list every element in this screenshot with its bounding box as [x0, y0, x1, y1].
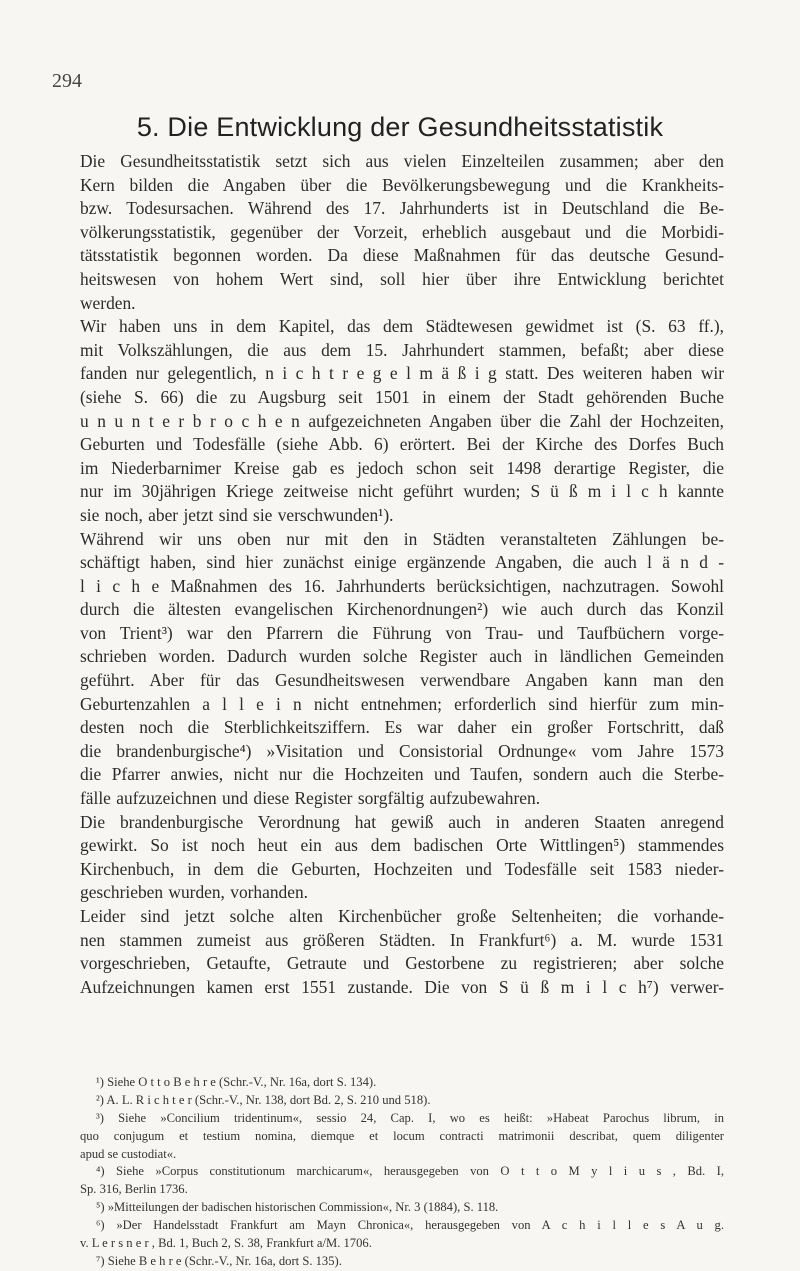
body-line: geführt. Aber für das Gesundheitswesen verwendbare Angaben kann man den	[80, 670, 724, 691]
body-line: schäftigt haben, sind hier zunächst einige ergänzende Angaben, die auch l ä n d -	[80, 552, 724, 573]
body-line: die Pfarrer anwies, nicht nur die Hochzeiten und Taufen, sondern auch die Sterbe-	[80, 764, 724, 785]
body-line: l i c h e Maßnahmen des 16. Jahrhunderts berücksichtigen, nachzutragen. Sowohl	[80, 575, 724, 596]
body-line: im Niederbarnimer Kreise gab es jedoch schon seit 1498 derartige Register, die	[80, 457, 724, 478]
body-line: Geburtenzahlen a l l e i n nicht entnehmen; erforderlich sind hierfür zum min-	[80, 693, 724, 714]
body-line: werden.	[80, 292, 136, 313]
body-line: schrieben worden. Dadurch wurden solche Register auch in ländlichen Gemeinden	[80, 646, 724, 667]
body-line: völkerungsstatistik, gegenüber der Vorzeit, erheblich ausgebaut und die Morbidi-	[80, 221, 724, 242]
body-line: tätsstatistik begonnen worden. Da diese Maßnahmen für das deutsche Gesund-	[80, 245, 724, 266]
footnote-line: ⁵) »Mitteilungen der badischen historischen Commission«, Nr. 3 (1884), S. 118.	[96, 1200, 499, 1215]
body-line: bzw. Todesursachen. Während des 17. Jahrhunderts ist in Deutschland die Be-	[80, 198, 724, 219]
body-line: vorgeschrieben, Getaufte, Getraute und Gestorbene zu registrieren; aber solche	[80, 953, 724, 974]
footnote-line: ³) Siehe »Concilium tridentinum«, sessio 24, Cap. I, wo es heißt: »Habeat Parochus librum, in	[96, 1110, 724, 1125]
body-line: gewirkt. So ist noch heut ein aus dem badischen Orte Wittlingen⁵) stammendes	[80, 835, 724, 856]
body-line: geschrieben wurden, vorhanden.	[80, 882, 308, 903]
body-line: Die Gesundheitsstatistik setzt sich aus vielen Einzelteilen zusammen; aber den	[80, 151, 724, 171]
body-line: Geburten und Todesfälle (siehe Abb. 6) erörtert. Bei der Kirche des Dorfes Buch	[80, 434, 724, 455]
body-line: desten noch die Sterblichkeitsziffern. Es war daher ein großer Fortschritt, daß	[80, 717, 724, 738]
body-line: Wir haben uns in dem Kapitel, das dem Städtewesen gewidmet ist (S. 63 ff.),	[80, 316, 724, 337]
body-line: Aufzeichnungen kamen erst 1551 zustande. Die von S ü ß m i l c h⁷) verwer-	[80, 976, 724, 997]
body-line: fälle aufzuzeichnen und diese Register sorgfältig aufzubewahren.	[80, 788, 541, 809]
body-line: mit Volkszählungen, die aus dem 15. Jahrhundert stammen, befaßt; aber diese	[80, 339, 724, 360]
footnote-line: Sp. 316, Berlin 1736.	[80, 1182, 188, 1197]
footnote-line: apud se custodiat«.	[80, 1146, 177, 1161]
page-number: 294	[52, 70, 82, 92]
body-line: von Trient³) war den Pfarrern die Führung von Trau- und Taufbüchern vorge-	[80, 622, 724, 643]
body-text	[80, 150, 724, 999]
body-line: nen stammen zumeist aus größeren Städten. In Frankfurt⁶) a. M. wurde 1531	[80, 929, 724, 950]
footnote-line: ¹) Siehe O t t o B e h r e (Schr.-V., Nr. 16a, dort S. 134).	[96, 1075, 377, 1089]
body-line: die brandenburgische⁴) »Visitation und Consistorial Ordnunge« vom Jahre 1573	[80, 740, 724, 761]
body-line: durch die ältesten evangelischen Kirchenordnungen²) wie auch durch das Konzil	[80, 599, 724, 620]
footnote-line: quo conjugum et testium nomina, diemque et locum contracti matrimonii describat, quem diligenter	[80, 1128, 724, 1143]
body-line: Leider sind jetzt solche alten Kirchenbücher große Seltenheiten; die vorhande-	[80, 906, 724, 926]
body-line: Kern bilden die Angaben über die Bevölkerungsbewegung und die Krankheits-	[80, 174, 724, 195]
chapter-title: 5. Die Entwicklung der Gesundheitsstatistik	[136, 112, 664, 142]
body-line: Die brandenburgische Verordnung hat gewiß auch in anderen Staaten anregend	[80, 811, 724, 832]
body-line: (siehe S. 66) die zu Augsburg seit 1501 in einem der Stadt gehörenden Buche	[80, 386, 724, 407]
body-line: sie noch, aber jetzt sind sie verschwunden¹).	[80, 504, 394, 525]
footnote-line: ⁷) Siehe B e h r e (Schr.-V., Nr. 16a, dort S. 135).	[96, 1253, 342, 1268]
footnote-line: v. L e r s n e r , Bd. 1, Buch 2, S. 38, Frankfurt a/M. 1706.	[80, 1236, 372, 1251]
body-line: u n u n t e r b r o c h e n aufgezeichneten Angaben über die Zahl der Hochzeiten,	[80, 410, 724, 431]
footnote-line: ⁴) Siehe »Corpus constitutionum marchicarum«, herausgegeben von O t t o M y l i u s , Bd. I,	[96, 1164, 724, 1179]
body-line: Während wir uns oben nur mit den in Städten veranstalteten Zählungen be-	[80, 528, 724, 549]
body-line: fanden nur gelegentlich, n i c h t r e g e l m ä ß i g statt. Des weiteren haben wir	[80, 363, 724, 384]
footnote-line: ⁶) »Der Handelsstadt Frankfurt am Mayn Chronica«, herausgegeben von A c h i l l e s A u g.	[96, 1218, 724, 1233]
footnotes	[80, 1074, 724, 1271]
body-line: Kirchenbuch, in dem die Geburten, Hochzeiten und Todesfälle seit 1583 nieder-	[80, 858, 724, 879]
body-line: heitswesen von hohem Wert sind, soll hier über ihre Entwicklung berichtet	[80, 268, 724, 289]
body-line: nur im 30jährigen Kriege zeitweise nicht geführt wurden; S ü ß m i l c h kannte	[80, 481, 724, 502]
footnote-line: ²) A. L. R i c h t e r (Schr.-V., Nr. 138, dort Bd. 2, S. 210 und 518).	[96, 1092, 431, 1107]
